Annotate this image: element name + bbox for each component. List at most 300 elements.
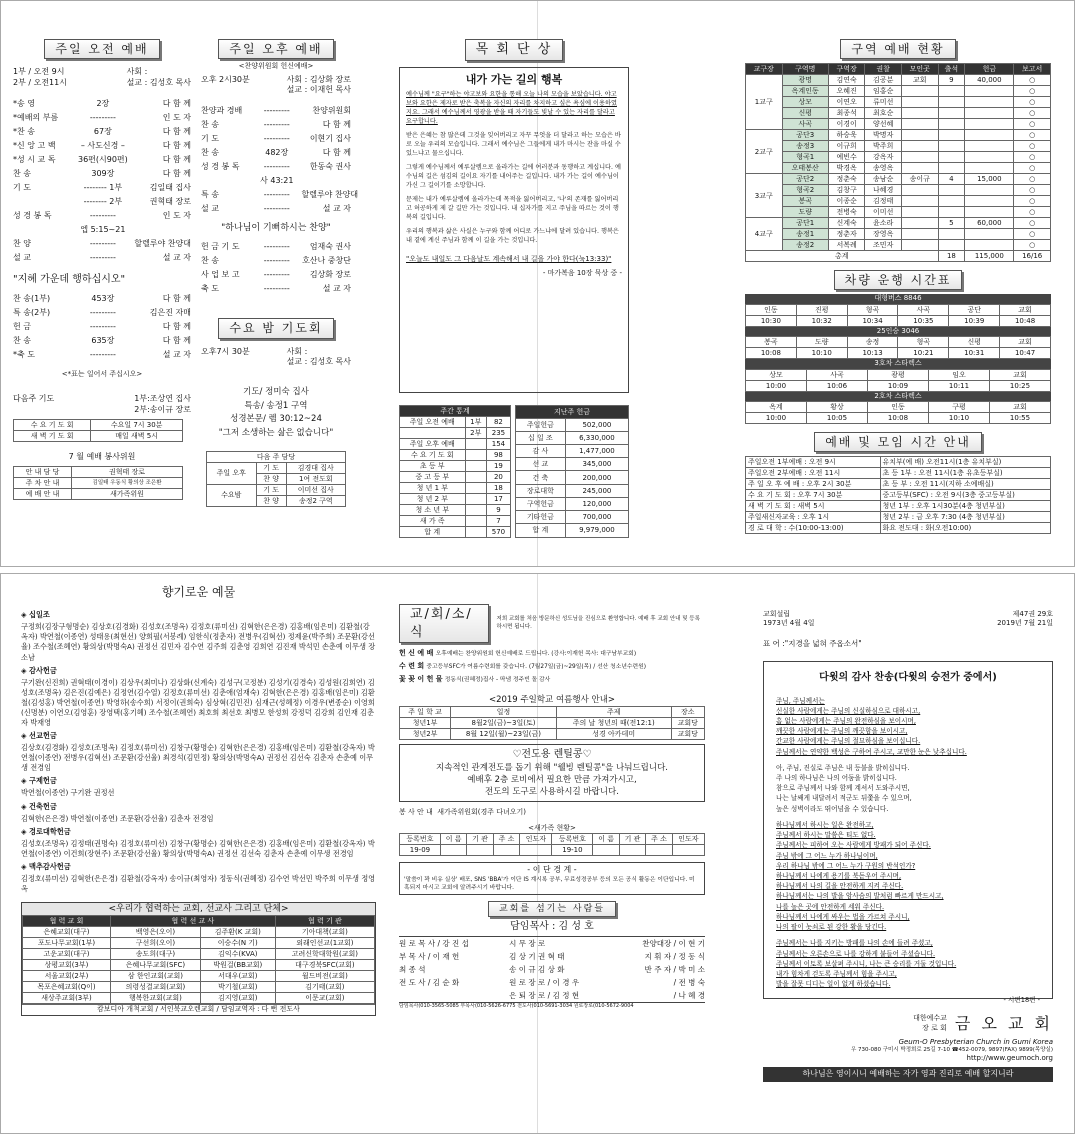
bottom-banner: 하나님은 영이시니 예배하는 자가 영과 진리로 예배 할지니라 [763,1067,1053,1082]
meetings-title: 예배 및 모임 시간 안내 [814,432,982,452]
header-cell: 구역장 [828,64,865,75]
cell: 이규희 [828,141,865,152]
cell: 전병숙 [828,207,865,218]
header-cell: 장소 [671,707,704,718]
cell: 주일 오후 예배 [400,438,466,449]
bulletin-outer-page [0,573,1075,1134]
cell: 유치부(예 배) 오전11시(1층 유치부실) [880,457,1051,468]
cell: 형곡2 [782,185,828,196]
cell: 강옥자 [865,152,902,163]
service-row [201,282,351,296]
cell: 새 가 족 [400,515,466,526]
time-cell: 10:10 [929,413,990,424]
staff-head: 담임목사 : 김 성 호 [510,921,594,933]
time-cell: 10:08 [868,413,929,424]
cell: 고려신학대학원(교회) [275,949,374,960]
cell [938,229,965,240]
weekly-stats [399,405,629,538]
service-row [13,306,191,320]
item-person: 설 교 자 [322,204,351,214]
rental-line: 지속적인 관계전도를 돕기 위해 "웰빙 렌틸콩"을 나눠드립니다. [435,762,668,773]
cell [593,845,619,856]
cell: 청 소 년 부 [400,504,466,515]
item-person: 권혁태 장로 [149,196,191,206]
item-name: 찬 송 [201,148,219,158]
cell: 수요밤 [207,484,257,506]
cell: 40,000 [965,75,1014,86]
cell [465,460,486,471]
item-detail: --------- [89,210,116,220]
offering-head: ◈ 건축헌금 [21,801,57,811]
next-week-table [206,451,346,507]
afternoon-title: 주일 오후 예배 [218,39,333,59]
cell: 19-10 [552,845,593,856]
stop-cell: 형곡 [847,304,898,315]
item-name: *축 도 [13,350,35,360]
item-person [132,223,191,237]
cell: 류미선 [865,97,902,108]
cell: 중고등부(SFC) : 오전 9시(3층 중고등부실) [880,490,1051,501]
newcomer-table [399,833,705,856]
cell: ○ [1014,163,1051,174]
staff-cell: 전 도 사 / 김 순 화 [399,977,460,987]
staff-row [399,950,705,963]
item-name: 찬양과 경배 [201,106,243,116]
service-row [201,118,351,132]
table-row [746,130,1051,141]
cell: 김경대 집사 [286,462,345,473]
morning-worship [13,39,191,500]
item-person: 다 함 께 [162,168,191,178]
cell [901,163,938,174]
cell: 김창구 [828,185,865,196]
denomination: 대한예수교 [913,1014,947,1023]
cell: 형곡1 [782,152,828,163]
cell: 수요일 7시 30분 [91,420,183,431]
cell: 502,000 [565,418,628,431]
cell: 대구경북SFC(교회) [275,960,374,971]
table-row [516,445,629,458]
header-cell: 등록번호 [552,834,593,845]
item-detail: --------- [263,242,290,252]
paragraph: 문제는 내가 예루살렘에 올라가는데 목적을 잃어버리고, '나'의 존재를 잃어버리고 허공하게 제 갈 길만 가는 것입니다. 내 십자가를 지고 주님을 따르는 것이 행복의 길입니다. [406,196,619,222]
item-name: 찬 송 [201,120,219,130]
item-detail: --------- [89,252,116,262]
cell: 98 [486,449,510,460]
service-row [13,334,191,348]
item-person: 찬양위원회 [312,106,351,116]
table-row [746,229,1051,240]
cell: 중 고 등 부 [400,471,466,482]
cell: 송정2 구역 [286,495,345,506]
table-row [746,523,1051,534]
bus-route-name: 3호차 스타렉스 [745,359,1051,368]
service-row [13,97,191,111]
cell: 345,000 [565,458,628,471]
cell: 기아대책(교회) [275,927,374,938]
order-of-service [201,104,359,216]
header-cell: 권찰 [865,64,902,75]
time-cell: 10:48 [1000,315,1051,326]
cell: 송남순 [865,174,902,185]
service-row [13,153,191,167]
cell: 18 [938,251,965,262]
cell: 백영은(오이) [111,927,201,938]
sermon-title: "지혜 가운데 행하십시오" [13,273,126,285]
cell: 700,000 [565,511,628,524]
table-row [400,515,511,526]
staff-title: 교회를 섬기는 사람들 [488,901,616,917]
item-name: *송 영 [13,98,35,108]
cell: 5 [938,218,965,229]
cell: 박기철(교회) [200,982,275,993]
cell: 도량 [782,207,828,218]
paragraph: 그렇게 예수님께서 예루살렘으로 올라가는 길에 여러분과 동행하고 계십니다. 예수님의 길은 섬김의 길이요 자기를 내어주는 길입니다. 내가 가는 길이 예수님이 가신 그 길이기를 소망합니다. [406,164,621,190]
header-cell: 기 관 [619,834,645,845]
item-detail: --------- [89,322,116,332]
time-cell: 10:30 [746,315,797,326]
cell [619,845,645,856]
news-items [399,649,705,684]
service-row [201,160,351,174]
staff-cell: 김 상 기 권 혁 태 [509,951,565,961]
group-cell: 1교구 [746,75,783,130]
wed-line: 특송/ 송정1 구역 [244,400,308,411]
item-detail: 엡 5:15~21 [80,224,126,234]
header-cell: 등록번호 [400,834,441,845]
cell: 주 차 안 내 [14,478,72,489]
group-cell: 4교구 [746,218,783,251]
service-row [201,202,351,216]
church-en: Geum-O Presbyterian Church in Gumi Korea [898,1037,1053,1046]
offerings-title: 향기로운 예물 [161,585,236,599]
item-detail: --------- [89,112,116,122]
time-row [746,315,1051,326]
table-row [516,458,629,471]
wed-line: 기도/ 정미숙 집사 [243,387,309,398]
cell: 2부 [465,427,486,438]
heresy-body: '말씀이 꽉 비유 실상' 배포, SNS 'BBA'가 이단 IS 계시록 공부, 무료성경공부 등의 모든 공식 활동은 이단입니다. 미혹되지 마시고 교회에 알려주시기 바랍니다. [404,877,695,892]
rental-box [399,744,705,802]
service-row [13,209,191,223]
phones: 담임목사(010-3565-5085 부목사(010-5626-6775 전도사(010-5691-3034 원로장로(010-5672-9004 [399,1002,705,1010]
stop-cell: 광평 [868,369,929,380]
newcomer-title: <새가족 현황> [528,823,576,832]
church-url[interactable]: http://www.geumoch.org [966,1054,1053,1063]
table-row [746,196,1051,207]
news-item [399,662,705,672]
offering-names: 김정호(류미선) 김혁한(은은경) 김환철(강옥자) 송이규(최영자) 정동식(권혜정) 김수연 박선민 박주희 이무생 정영옥 [21,873,376,894]
cell [965,196,1014,207]
cell: 송정1 [782,229,828,240]
time-cell: 10:11 [929,380,990,391]
cell: 초 등 부 [400,460,466,471]
coop-table [22,915,375,1004]
table-row [400,482,511,493]
cell [465,526,486,537]
morning-title: 주일 오전 예배 [44,39,159,59]
cell: 245,000 [565,484,628,497]
cell: 구역헌금 [516,497,566,510]
item-detail: 사 43:21 [260,176,294,186]
bus-route-name: 25인승 3046 [745,327,1051,336]
table-row [746,512,1051,523]
staff-row [399,963,705,976]
staff-row [399,937,705,950]
cell: ○ [1014,229,1051,240]
next-prayer-2: 2부:송이규 장로 [134,404,191,414]
item-person: 할렐루야 찬양대 [301,190,359,200]
table-row [400,471,511,482]
item-person: 다 함 께 [162,98,191,108]
stop-cell: 형곡 [898,337,949,348]
cell: 주 일 오 후 예 배 : 오후 2시 30분 [746,479,881,490]
cell [938,196,965,207]
header-cell: 인도자 [672,834,704,845]
attendance-head: 주간 통계 [400,405,511,416]
cell: 이문교(교회) [275,993,374,1004]
news-item-label: 헌 신 예 배 [399,649,434,658]
table-row [23,927,375,938]
cell [440,845,466,856]
service-label: 봉 사 안 내 [399,808,433,817]
offering-head: ◈ 구제헌금 [21,776,57,786]
header-cell: 이 름 [593,834,619,845]
staff-cell: 찬양대장 / 이 현 기 [642,938,705,948]
item-detail: --------- [89,238,116,248]
item-name: 사 업 보 고 [201,270,240,280]
table-header [23,916,375,927]
table-row [400,729,705,740]
cell: 송도희(대구) [111,949,201,960]
cell [520,845,552,856]
stop-cell: 송정 [847,337,898,348]
table-row [746,490,1051,501]
role-host: 사회 : 김상화 장로 [286,74,351,84]
service-row [201,146,351,160]
time-row [746,413,1051,424]
item-person [302,174,352,188]
cell: 9 [486,504,510,515]
cell [493,845,519,856]
cell [465,493,486,504]
table-row [23,938,375,949]
news-item [399,649,705,659]
offering-names: 김상호(김경화) 김성호(조명옥) 김정호(류미선) 김창구(황명순) 김혁한(은은경) 김홍배(임은미) 김환철(강옥자) 박연철(이종연) 전병우(김혁선) 조문환(강선율) 최경석(김민정) 황의상(박명숙A) 권정선 김선숙 김춘자 손춘예 이무생 전경임 [21,743,375,773]
item-person: 다 함 께 [162,154,191,164]
cell: 송영옥 [865,163,902,174]
item-detail: 67장 [93,126,112,136]
cell: 9,979,000 [565,524,628,537]
offerings-list [21,610,376,894]
paragraph: 우리의 행복과 삶은 사실은 누구와 함께 어디로 가느냐에 달려 있습니다. 행복은 내 곁에 계신 주님과 함께 이 길을 가는 것입니다. [406,228,619,245]
cell: 다음 주 담당 [207,451,346,462]
cell: 최종석 [828,108,865,119]
table-row [23,971,375,982]
item-name: 특 송 [201,190,219,200]
cell: 6,330,000 [565,431,628,444]
header-cell: 주 소 [646,834,672,845]
service-row [201,240,351,254]
header-cell: 일정 [451,707,557,718]
poem-source: - 시편18편 - [1003,996,1040,1005]
role-host: 사회 : [126,67,148,77]
item-name: 설 교 [201,204,219,214]
cell: 기타헌금 [516,511,566,524]
header-cell: 주제 [556,707,671,718]
offering-head: ◈ 십일조 [21,610,50,620]
cell: 성경 아카데미 [556,729,671,740]
founded-date: 1973년 4월 4일 [763,619,815,628]
cell: 하승욱 [828,130,865,141]
cell: 박경옥 [828,163,865,174]
cell: ○ [1014,196,1051,207]
item-name [13,195,74,209]
table-row [23,982,375,993]
cell: 18 [486,482,510,493]
staff-cell: / 나 혜 경 [673,990,705,1000]
cell: 4 [938,174,965,185]
afternoon-worship [201,39,359,507]
service-row [13,223,191,237]
stop-cell: 교회 [990,369,1051,380]
staff-list [399,936,705,1002]
header-cell: 출석 [938,64,965,75]
cell: 선 교 [516,458,566,471]
item-detail: 453장 [91,294,115,304]
offering-head: ◈ 맥추감사헌금 [21,861,71,871]
time-cell: 10:25 [990,380,1051,391]
cell: 김익수(KVA) [200,949,275,960]
cell: ○ [1014,130,1051,141]
time-cell: 10:08 [746,348,797,359]
cell: 정춘숙 [828,174,865,185]
cell: 김주환(K 교회) [200,927,275,938]
table-row [746,468,1051,479]
stop-cell: 임오 [929,369,990,380]
cell [938,86,965,97]
wed-line: 성경본문/ 렘 30:12~24 [230,414,322,425]
cell: 고운교회(대구) [23,949,111,960]
cell [901,141,938,152]
table-row [400,460,511,471]
time-cell: 10:21 [898,348,949,359]
wed-line: "그저 소생하는 삶은 없습니다" [218,427,334,438]
item-person: 설 교 자 [162,252,191,262]
service-row [13,237,191,251]
staff-cell: 원 로 목 사 / 강 진 섭 [399,938,469,948]
stop-cell: 진평 [796,304,847,315]
item-name: *성 시 교 독 [13,154,56,164]
table-row [400,526,511,537]
cell: 이연오 [828,97,865,108]
table-row [746,141,1051,152]
table-row [400,427,511,438]
cell: 오태봉산 [782,163,828,174]
item-detail: -------- 1부 [83,182,123,192]
stop-cell: 도량 [796,337,847,348]
item-detail: --------- [263,190,290,200]
stop-row [746,402,1051,413]
cell: 서대우(교회) [200,971,275,982]
cell: 김기태(교회) [275,982,374,993]
service-row [13,348,191,362]
staff-cell: 반 주 자 / 박 미 소 [644,964,705,974]
service-row [13,181,191,195]
cell: 115,000 [965,251,1014,262]
item-person: 다 함 께 [322,120,351,130]
table-row [746,119,1051,130]
item-detail: 482장 [265,148,289,158]
cell: 청년 2부 : 금 오후 7:30 (4층 청년부실) [880,512,1051,523]
role-preacher: 설교 : 이재헌 목사 [286,85,351,95]
item-name: *신 앙 고 백 [13,140,56,150]
news-item-body: 오후예배는 찬양위원회 헌신예배로 드립니다. (강사:이재헌 목사: 대구남부교회) [435,651,637,658]
item-person: 설 교 자 [162,350,191,360]
cell [965,185,1014,196]
afternoon-time: 오후 2시30분 [201,74,250,84]
cell: 사곡 [782,119,828,130]
staff-cell: 최 종 석 [399,964,426,974]
cell: 장로대학 [516,484,566,497]
cell: 십 일 조 [516,431,566,444]
cell: 이경이 [828,119,865,130]
cell: 공단2 [782,174,828,185]
heresy-title: - 이 단 경 계 - [527,865,577,875]
pastor-title: 목 회 단 상 [465,39,564,61]
cell: 235 [486,427,510,438]
stop-cell: 구평 [929,402,990,413]
cell: 안 내 담 당 [14,467,72,478]
summer-title: <2019 주일학교 여름행사 안내> [488,694,616,705]
header-cell: 구역명 [782,64,828,75]
item-name: 찬 송 [201,256,219,266]
cell: 새상주교회(3부) [23,993,111,1004]
cell: 박주희 [865,141,902,152]
bus-schedule [745,294,1051,424]
cell [965,163,1014,174]
cell: 17 [486,493,510,504]
cell: 수 요 기 도 회 [400,449,466,460]
cell: 8월2일(금)~3일(토) [451,718,557,729]
cell: 예빈수 [828,152,865,163]
cell [400,427,466,438]
bus-route-table [745,369,1051,392]
table-row [400,845,705,856]
bus-route-name: 대형버스 8846 [745,294,1051,303]
cell: 초 등 부 : 오전 11시(지하 소예배실) [880,479,1051,490]
item-detail: --------- [263,120,290,130]
time-1: 1부 / 오전 9시 [13,67,65,77]
cell: ○ [1014,108,1051,119]
cell: 윤소라 [865,218,902,229]
stop-cell: 사곡 [898,304,949,315]
cell [901,152,938,163]
cell [672,845,704,856]
header-cell: 인도자 [520,834,552,845]
stop-row [746,304,1051,315]
cell: 이종순 [828,196,865,207]
cell: 서울교회(2부) [23,971,111,982]
table-row [23,960,375,971]
cell [938,207,965,218]
offering-table [515,405,629,538]
cell [901,196,938,207]
service-row [13,320,191,334]
cell: ○ [1014,240,1051,251]
cell: 기 도 [256,484,286,495]
sermon-title: "하나님이 기뻐하시는 찬양" [221,223,331,234]
